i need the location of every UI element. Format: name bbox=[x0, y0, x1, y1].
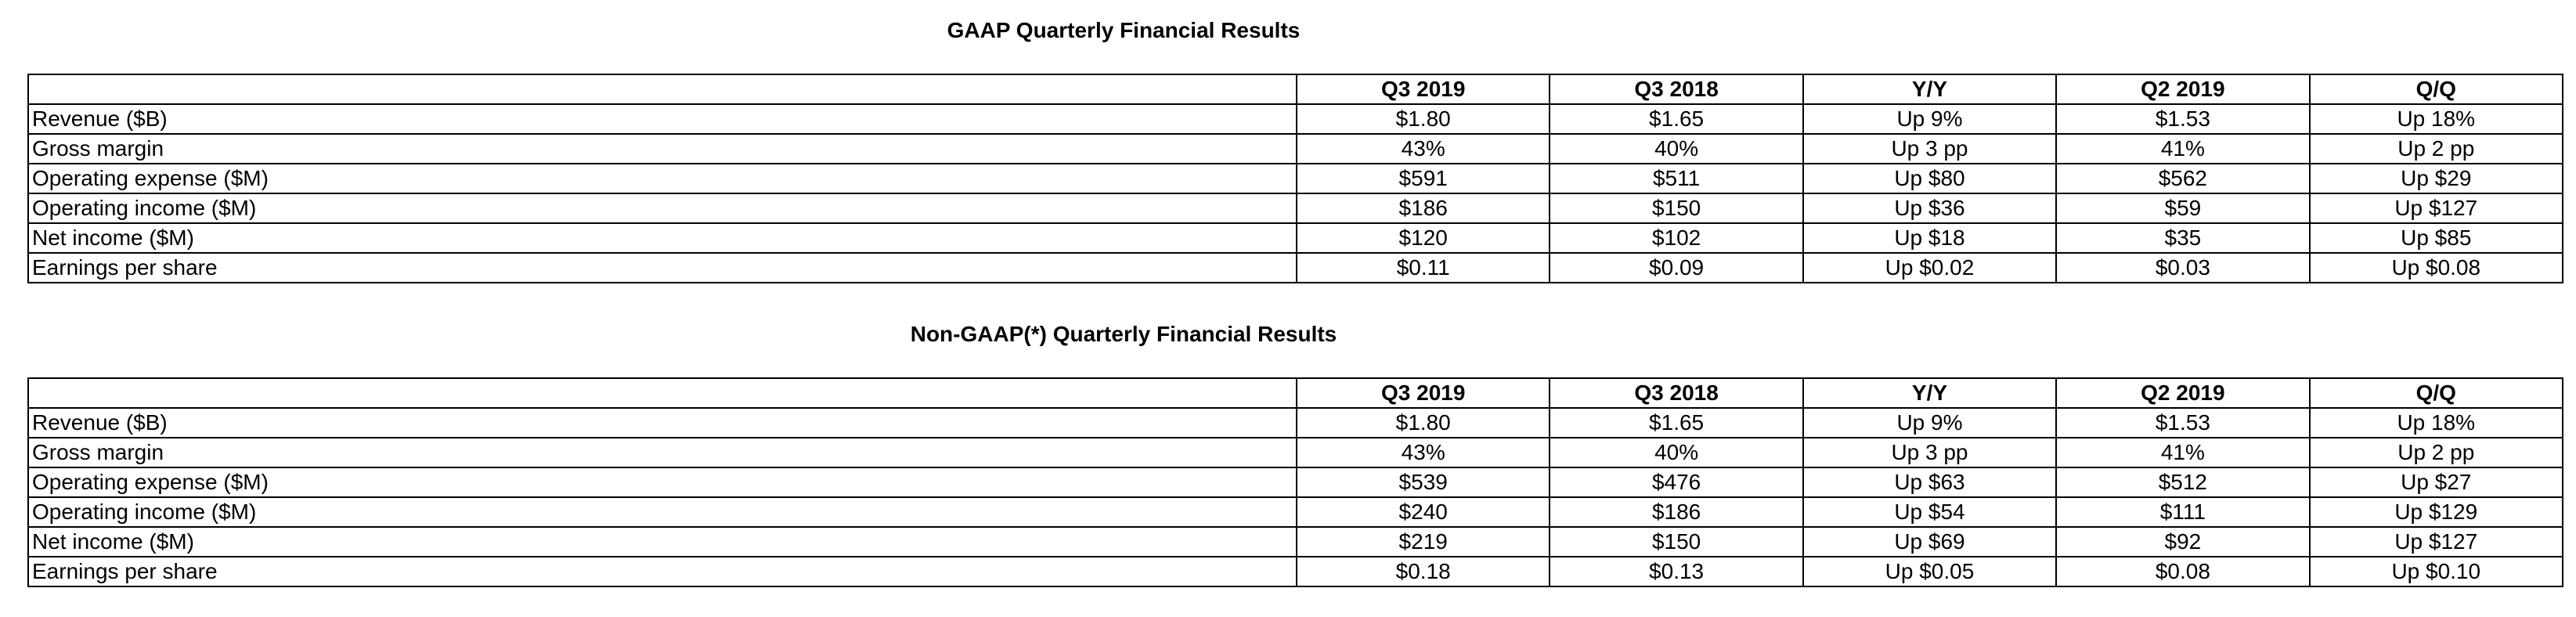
table-cell: Up $127 bbox=[2310, 527, 2563, 557]
table-cell: $511 bbox=[1550, 164, 1802, 193]
table-cell: $1.53 bbox=[2056, 104, 2309, 134]
table-cell: $0.13 bbox=[1550, 557, 1802, 586]
table-cell: $1.65 bbox=[1550, 104, 1802, 134]
table-cell: $111 bbox=[2056, 497, 2309, 527]
column-header: Q/Q bbox=[2310, 74, 2563, 104]
table-cell: Up $0.08 bbox=[2310, 253, 2563, 283]
table-cell: Up 18% bbox=[2310, 408, 2563, 438]
column-header: Q3 2018 bbox=[1550, 378, 1802, 408]
table-row bbox=[28, 497, 2563, 527]
table-cell: $539 bbox=[1297, 467, 1550, 497]
column-header: Y/Y bbox=[1803, 74, 2056, 104]
gaap-results-title: GAAP Quarterly Financial Results bbox=[947, 18, 1301, 42]
table-cell: 41% bbox=[2056, 438, 2309, 467]
column-header: Q3 2019 bbox=[1297, 74, 1550, 104]
table-cell: Up $36 bbox=[1803, 193, 2056, 223]
gaap-results-table bbox=[27, 74, 2563, 283]
row-label: Revenue ($B) bbox=[28, 104, 1297, 134]
table-cell: 43% bbox=[1297, 134, 1550, 164]
table-cell: Up $80 bbox=[1803, 164, 2056, 193]
table-row bbox=[28, 104, 2563, 134]
column-header-blank bbox=[28, 74, 1297, 104]
column-header-blank bbox=[28, 378, 1297, 408]
table-cell: 43% bbox=[1297, 438, 1550, 467]
table-row bbox=[28, 527, 2563, 557]
table-cell: 41% bbox=[2056, 134, 2309, 164]
table-cell: $1.53 bbox=[2056, 408, 2309, 438]
table-cell: $102 bbox=[1550, 223, 1802, 253]
row-label: Gross margin bbox=[28, 438, 1297, 467]
table-row bbox=[28, 253, 2563, 283]
row-label: Operating expense ($M) bbox=[28, 467, 1297, 497]
table-cell: $186 bbox=[1297, 193, 1550, 223]
row-label: Net income ($M) bbox=[28, 527, 1297, 557]
column-header: Y/Y bbox=[1803, 378, 2056, 408]
row-label: Operating income ($M) bbox=[28, 497, 1297, 527]
table-row bbox=[28, 467, 2563, 497]
column-header: Q2 2019 bbox=[2056, 74, 2309, 104]
table-row bbox=[28, 193, 2563, 223]
table-row bbox=[28, 164, 2563, 193]
table-cell: Up $129 bbox=[2310, 497, 2563, 527]
table-cell: Up $85 bbox=[2310, 223, 2563, 253]
table-cell: Up $127 bbox=[2310, 193, 2563, 223]
table-row bbox=[28, 134, 2563, 164]
row-label: Earnings per share bbox=[28, 253, 1297, 283]
table-cell: Up $69 bbox=[1803, 527, 2056, 557]
table-cell: Up 9% bbox=[1803, 408, 2056, 438]
table-cell: $0.09 bbox=[1550, 253, 1802, 283]
table-row bbox=[28, 557, 2563, 586]
table-cell: $0.03 bbox=[2056, 253, 2309, 283]
column-header: Q3 2019 bbox=[1297, 378, 1550, 408]
nongaap-results-table bbox=[27, 377, 2563, 587]
header-row bbox=[28, 378, 2563, 408]
table-cell: $1.65 bbox=[1550, 408, 1802, 438]
table-cell: $0.08 bbox=[2056, 557, 2309, 586]
table-cell: Up 18% bbox=[2310, 104, 2563, 134]
table-row bbox=[28, 438, 2563, 467]
table-cell: Up $29 bbox=[2310, 164, 2563, 193]
table-cell: $150 bbox=[1550, 193, 1802, 223]
table-cell: $591 bbox=[1297, 164, 1550, 193]
table-cell: $1.80 bbox=[1297, 104, 1550, 134]
table-cell: Up 3 pp bbox=[1803, 438, 2056, 467]
table-cell: Up $18 bbox=[1803, 223, 2056, 253]
table-cell: Up $54 bbox=[1803, 497, 2056, 527]
row-label: Operating expense ($M) bbox=[28, 164, 1297, 193]
table-cell: Up $63 bbox=[1803, 467, 2056, 497]
table-cell: $512 bbox=[2056, 467, 2309, 497]
row-label: Earnings per share bbox=[28, 557, 1297, 586]
column-header: Q2 2019 bbox=[2056, 378, 2309, 408]
row-label: Net income ($M) bbox=[28, 223, 1297, 253]
column-header: Q/Q bbox=[2310, 378, 2563, 408]
row-label: Gross margin bbox=[28, 134, 1297, 164]
table-cell: Up 3 pp bbox=[1803, 134, 2056, 164]
table-cell: $35 bbox=[2056, 223, 2309, 253]
table-cell: $120 bbox=[1297, 223, 1550, 253]
table-cell: 40% bbox=[1550, 438, 1802, 467]
header-row bbox=[28, 74, 2563, 104]
row-label: Revenue ($B) bbox=[28, 408, 1297, 438]
column-header: Q3 2018 bbox=[1550, 74, 1802, 104]
row-label: Operating income ($M) bbox=[28, 193, 1297, 223]
table-cell: $186 bbox=[1550, 497, 1802, 527]
table-cell: Up 2 pp bbox=[2310, 134, 2563, 164]
table-cell: $59 bbox=[2056, 193, 2309, 223]
table-cell: Up $0.02 bbox=[1803, 253, 2056, 283]
table-cell: $240 bbox=[1297, 497, 1550, 527]
table-cell: 40% bbox=[1550, 134, 1802, 164]
nongaap-results-title: Non-GAAP(*) Quarterly Financial Results bbox=[910, 322, 1337, 346]
table-cell: $1.80 bbox=[1297, 408, 1550, 438]
table-row bbox=[28, 223, 2563, 253]
table-cell: $562 bbox=[2056, 164, 2309, 193]
table-cell: $219 bbox=[1297, 527, 1550, 557]
table-cell: Up $0.05 bbox=[1803, 557, 2056, 586]
table-cell: Up 9% bbox=[1803, 104, 2056, 134]
table-row bbox=[28, 408, 2563, 438]
table-cell: $0.18 bbox=[1297, 557, 1550, 586]
table-cell: Up $0.10 bbox=[2310, 557, 2563, 586]
table-cell: $92 bbox=[2056, 527, 2309, 557]
table-cell: Up 2 pp bbox=[2310, 438, 2563, 467]
table-cell: $0.11 bbox=[1297, 253, 1550, 283]
table-cell: Up $27 bbox=[2310, 467, 2563, 497]
table-cell: $150 bbox=[1550, 527, 1802, 557]
table-cell: $476 bbox=[1550, 467, 1802, 497]
